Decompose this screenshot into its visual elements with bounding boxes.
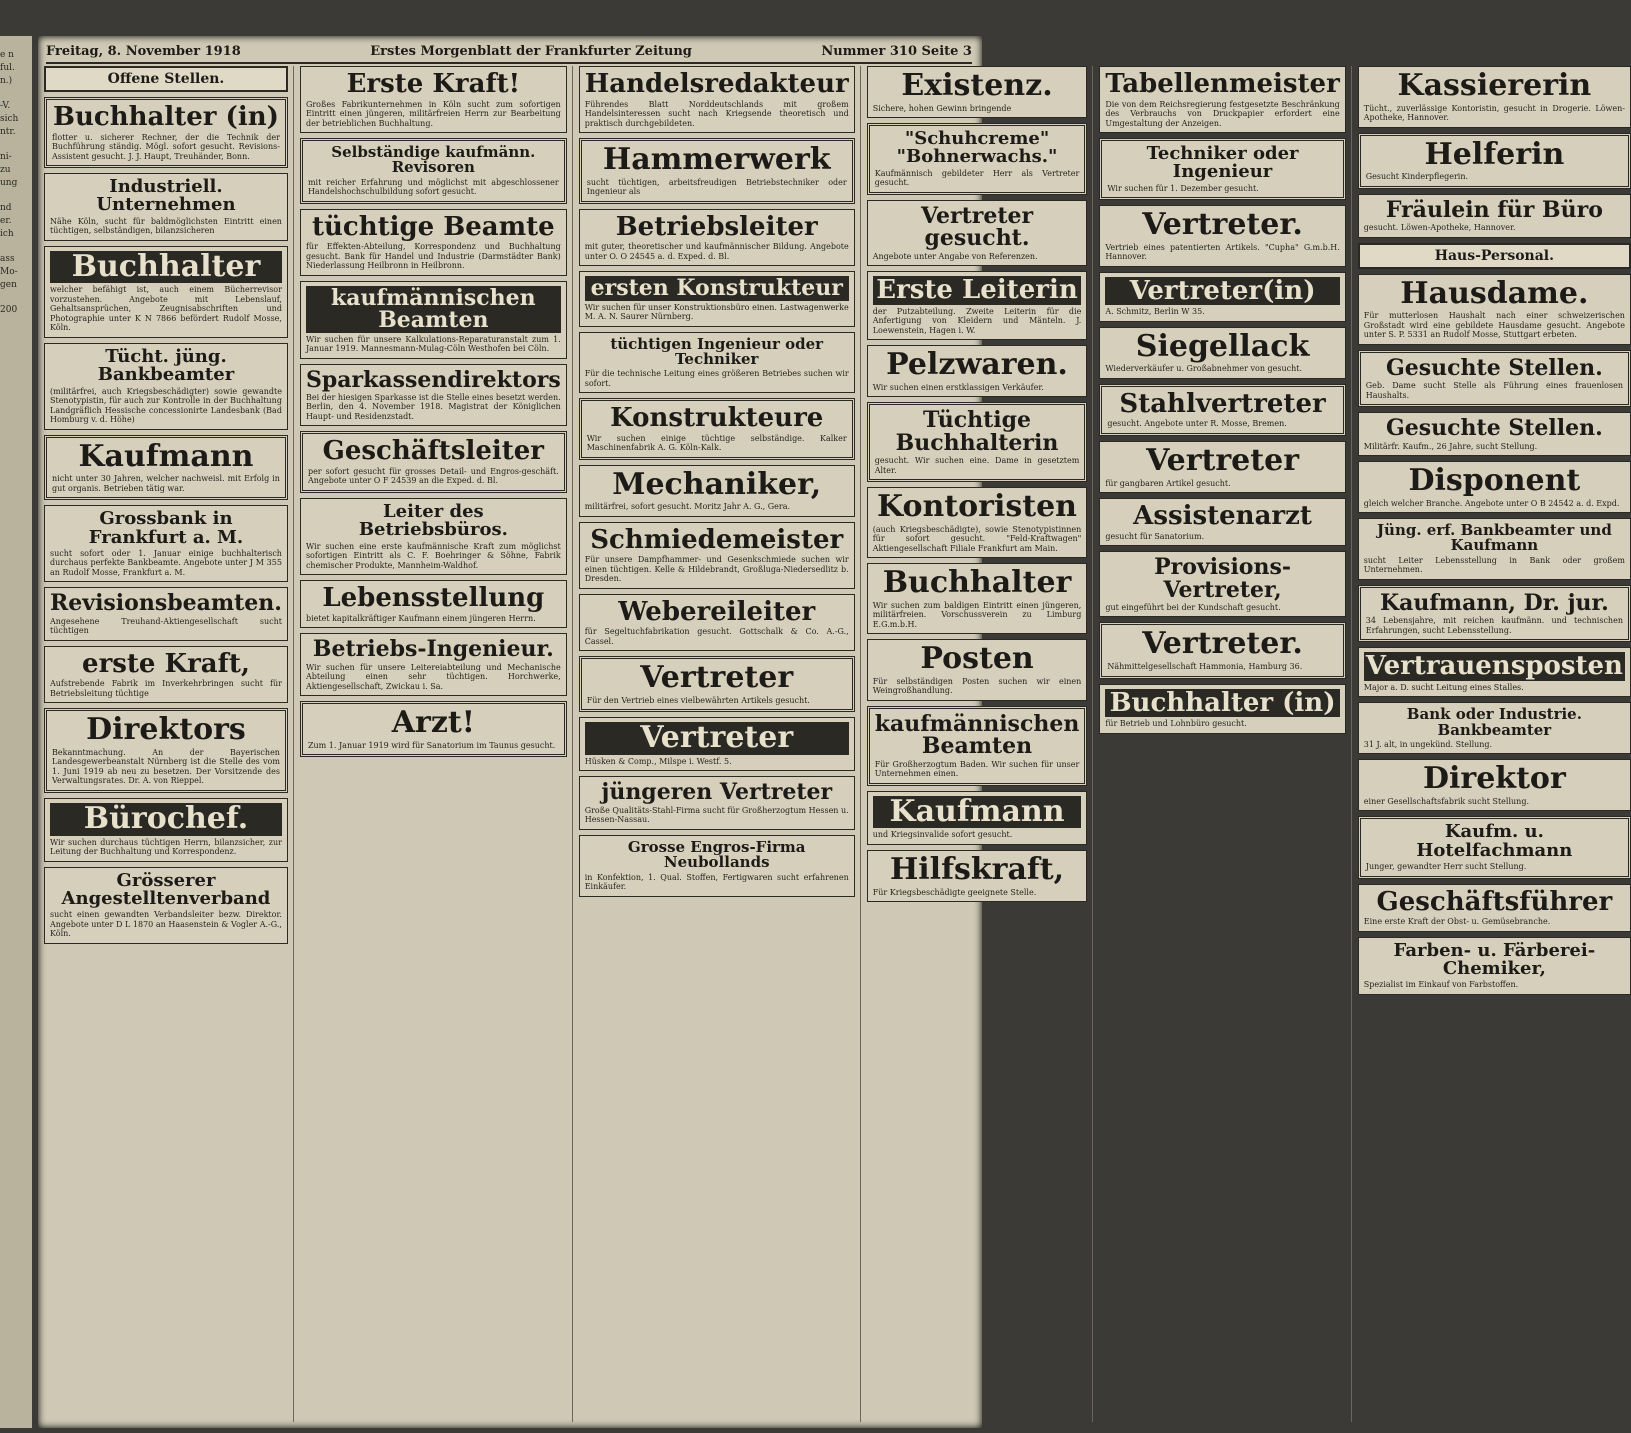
ad-headline: Leiter des Betriebsbüros. — [358, 500, 508, 541]
classified-ad — [44, 246, 288, 338]
ad-headline: tüchtigen Ingenieur oder Techniker — [610, 334, 824, 368]
ad-body: Wir suchen einige tüchtige selbständige. Kalker Maschinenfabrik A. G. Köln-Kalk. — [586, 433, 847, 453]
ad-body: einer Gesellschaftsfabrik sucht Stellung. — [1363, 796, 1529, 806]
ad-body: Für die technische Leitung eines größeren Betriebes suchen wir sofort. — [584, 369, 849, 388]
ad-headline: Direktors — [86, 712, 246, 748]
classified-ad — [1099, 441, 1345, 493]
classified-ad — [1099, 272, 1345, 322]
ad-body: Für unsere Dampfhammer- und Gesenkschmiede suchen wir einen tüchtigen. Kelle & Hildebrandt, Großluga-Niedersedlitz b. Dresden. — [584, 555, 849, 584]
classified-ad — [44, 708, 288, 793]
classified-ad — [44, 435, 288, 501]
classified-ad — [300, 209, 567, 276]
classified-ad — [300, 66, 567, 133]
ad-headline: Vertreter — [640, 660, 794, 696]
ad-headline: Grösserer Angestelltenverband — [61, 869, 271, 909]
page-header — [46, 42, 972, 64]
classified-ad — [1358, 884, 1631, 932]
ad-body: für Effekten-Abteilung, Korrespondenz und Buchhaltung gesucht. Bank für Handel und Industrie (Darmstädter Bank) Niederlassung Heilbronn in Heilbronn. — [305, 242, 561, 271]
ad-headline: Geschäftsführer — [1376, 886, 1613, 917]
ad-body: Wir suchen für unsere Leitereiabteilung und Mechanische Abteilung einen sehr tüchtigen. Horchwerke, Aktiengesellschaft, Zwickau i. Sa. — [305, 662, 561, 691]
classified-ad — [867, 345, 1088, 397]
strip-fragment: ung — [0, 178, 18, 188]
column-4 — [867, 66, 1094, 1422]
ad-headline: Vertrauensposten — [1365, 651, 1623, 682]
ad-body: der Putzabteilung. Zweite Leiterin für die Anfertigung von Kleidern und Mänteln. J. Loewenstein, Hagen i. W. — [872, 306, 1082, 335]
ad-body: gesucht. Löwen-Apotheke, Hannover. — [1363, 223, 1516, 233]
column-5 — [1099, 66, 1351, 1422]
classified-ad — [1358, 816, 1631, 878]
ad-headline: Bürochef. — [50, 803, 282, 836]
classified-ad — [1358, 133, 1631, 189]
columns — [44, 66, 1625, 1422]
ad-headline: Lebensstellung — [322, 583, 545, 614]
classified-ad — [1099, 66, 1345, 133]
header-number: Nummer 310 Seite 3 — [821, 43, 972, 59]
classified-ad — [867, 850, 1088, 902]
ad-headline: Bank oder Industrie. Bankbeamter — [1406, 705, 1582, 739]
classified-ad — [1099, 205, 1345, 267]
classified-ad — [1099, 551, 1345, 617]
ad-body: Spezialist im Einkauf von Farbstoffen. — [1363, 980, 1519, 990]
classified-ad — [579, 465, 855, 517]
ad-headline: Industriell. Unternehmen — [96, 176, 236, 216]
classified-ad — [867, 123, 1088, 195]
ad-headline: Techniker oder Ingenieur — [1146, 143, 1299, 183]
classified-ad — [300, 281, 567, 359]
classified-ad — [44, 343, 288, 430]
ad-body: Wir suchen einen erstklassigen Verkäufer. — [872, 382, 1044, 392]
ad-body: mit guter, theoretischer und kaufmännischer Bildung. Angebote unter O. O 24545 a. d. Exped. d. Bl. — [584, 242, 849, 261]
ad-body: Für Großherzogtum Baden. Wir suchen für unser Unternehmen einen. — [874, 759, 1080, 779]
ad-headline: Provisions-Vertreter, — [1154, 554, 1291, 603]
ad-body: Gesucht Kinderpflegerin. — [1365, 172, 1469, 182]
ad-headline: Gesuchte Stellen. — [1385, 415, 1603, 442]
classified-ad — [1358, 937, 1631, 995]
ad-headline: Grosse Engros-Firma Neubollands — [627, 837, 806, 872]
ad-headline: Tabellenmeister — [1105, 69, 1340, 99]
ad-headline: Vertreter. — [1142, 207, 1303, 243]
ad-body: (auch Kriegsbeschädigte), sowie Stenotypistinnen für sofort gesucht. "Feld-Kraftwagen" Aktiengesellschaft Filiale Frankfurt am Main. — [872, 524, 1082, 553]
ad-body: Wir suchen für unsere Kalkulations-Reparaturanstalt zum 1. Januar 1919. Mannesmann-Mulag-Cöln Westhofen bei Cöln. — [305, 334, 561, 353]
classified-ad — [300, 580, 567, 628]
ad-body: für Betrieb und Lohnbüro gesucht. — [1105, 719, 1247, 729]
ad-headline: Erste Kraft! — [346, 69, 521, 99]
ad-body: gleich welcher Branche. Angebote unter O B 24542 a. d. Expd. — [1363, 498, 1620, 508]
classified-ad — [579, 776, 855, 829]
classified-ad — [1358, 274, 1631, 345]
strip-fragment: nd — [0, 203, 12, 213]
ad-headline: Handelsredakteur — [584, 69, 849, 99]
ad-body: Für Kriegsbeschädigte geeignete Stelle. — [872, 887, 1037, 897]
strip-fragment: sich — [0, 114, 19, 124]
classified-ad — [579, 66, 855, 133]
ad-headline: Siegellack — [1135, 328, 1310, 364]
classified-ad — [44, 97, 288, 168]
ad-headline: Vertreter — [585, 722, 849, 755]
ad-headline: Vertreter. — [1142, 626, 1303, 662]
ad-body: Wiederverkäufer u. Großabnehmer von gesucht. — [1105, 364, 1303, 374]
ad-headline: Vertreter gesucht. — [920, 202, 1034, 252]
ad-headline: Konstrukteure — [610, 403, 824, 434]
ad-headline: Direktor — [1422, 761, 1566, 797]
ad-body: A. Schmitz, Berlin W 35. — [1105, 307, 1205, 317]
ad-body: Wir suchen durchaus tüchtigen Herrn, bilanzsicher, zur Leitung der Buchhaltung und Korrespondenz. — [50, 837, 282, 856]
ad-headline: Kassiererin — [1397, 68, 1592, 103]
column-2 — [300, 66, 573, 1422]
strip-fragment: ni- — [0, 152, 12, 162]
ad-headline: Disponent — [1408, 463, 1581, 499]
ad-headline: kaufmännischen Beamten — [874, 710, 1080, 760]
classified-ad — [1099, 622, 1345, 678]
ad-body: und Kriegsinvalide sofort gesucht. — [872, 830, 1013, 840]
ad-body: sucht tüchtigen, arbeitsfreudigen Betriebstechniker oder Ingenieur als — [586, 177, 847, 197]
column-1 — [44, 66, 294, 1422]
strip-fragment: ntr. — [0, 127, 16, 137]
ad-body: für gangbaren Artikel gesucht. — [1105, 478, 1231, 488]
ad-body: sucht einen gewandten Verbandsleiter bezw. Direktor. Angebote unter D L 1870 an Haasenstein & Vogler A.-G., Köln. — [50, 910, 282, 939]
ad-headline: Farben- u. Färberei-Chemiker, — [1393, 939, 1596, 980]
ad-headline: Buchhalter (in) — [1105, 689, 1339, 718]
ad-body: Militärfr. Kaufm., 26 Jahre, sucht Stellung. — [1363, 441, 1538, 451]
section-banner: Haus-Personal. — [1358, 243, 1631, 269]
strip-fragment: ass — [0, 254, 15, 264]
ad-headline: Webereileiter — [618, 596, 816, 627]
classified-ad — [579, 209, 855, 267]
ad-body: 34 Lebensjahre, mit reichen kaufmänn. und technischen Erfahrungen, sucht Lebensstellung. — [1365, 616, 1623, 635]
strip-fragment: Mo- — [0, 267, 18, 277]
classified-ad — [579, 332, 855, 394]
ad-body: (militärfrei, auch Kriegsbeschädigter) sowie gewandte Stenotypistin, für auch zur Kontrolle in der Buchhaltung Landgräflich Hessische concessionirte Landesbank (Bad Homburg v. d. Höhe) — [50, 386, 282, 425]
classified-ad — [44, 646, 288, 704]
ad-body: gesucht. Wir suchen eine. Dame in gesetztem Alter. — [874, 456, 1080, 475]
classified-ad — [1358, 518, 1631, 580]
section-banner: Offene Stellen. — [44, 66, 288, 92]
classified-ad — [867, 639, 1088, 701]
ad-body: sucht sofort oder 1. Januar einige buchhalterisch durchaus perfekte Bankbeamte. Angebote unter J M 355 an Rudolf Mosse, Frankfurt a. M. — [50, 548, 282, 577]
ad-headline: tüchtige Beamte — [311, 211, 555, 242]
classified-ad — [1358, 350, 1631, 407]
ad-headline: Schmiedemeister — [590, 524, 844, 555]
ad-body: Große Qualitäts-Stahl-Firma sucht für Großherzogtum Hessen u. Hessen-Nassau. — [584, 805, 849, 825]
ad-body: welcher befähigt ist, auch einem Bücherrevisor vorzustehen. Angebote mit Lebenslauf, Gehaltsansprüchen, Zeugnisabschriften und Photographie unter K N 7866 befördert Rudolf Mosse, Köln. — [50, 285, 282, 333]
ad-body: Angebote unter Angabe von Referenzen. — [872, 251, 1038, 261]
ad-headline: Tüchtige Buchhalterin — [895, 407, 1059, 456]
ad-headline: Kaufmann — [78, 438, 254, 474]
ad-body: Für mutterlosen Haushalt nach einer schweizerischen Großstadt wird eine gebildete Hausdame gesucht. Angebote unter S. P. 5331 an Rudolf Mosse, Stuttgart erbeten. — [1363, 311, 1625, 340]
classified-ad — [1099, 384, 1345, 436]
classified-ad — [867, 402, 1088, 482]
classified-ad — [867, 706, 1088, 786]
header-title: Erstes Morgenblatt der Frankfurter Zeitung — [370, 43, 692, 59]
ad-body: Für selbständigen Posten suchen wir einen Weingroßhandlung. — [872, 676, 1082, 696]
ad-headline: Betriebsleiter — [615, 211, 818, 242]
classified-ad — [300, 138, 567, 204]
strip-fragment: er. — [0, 216, 12, 226]
ad-headline: Vertreter — [1146, 442, 1300, 478]
ad-headline: Kaufm. u. Hotelfachmann — [1416, 821, 1573, 861]
classified-ad — [867, 563, 1088, 634]
classified-ad — [44, 505, 288, 582]
classified-ad — [1358, 647, 1631, 697]
ad-headline: Kaufmann, Dr. jur. — [1379, 589, 1609, 616]
ad-headline: Pelzwaren. — [886, 347, 1068, 383]
ad-body: Für den Vertrieb eines vielbewährten Artikels gesucht. — [586, 695, 810, 705]
ad-body: Geb. Dame sucht Stelle als Führung eines frauenlosen Haushalts. — [1365, 381, 1623, 400]
ad-headline: Grossbank in Frankfurt a. M. — [88, 508, 244, 548]
classified-ad — [867, 791, 1088, 845]
ad-headline: Stahlvertreter — [1119, 388, 1326, 419]
ad-body: flotter u. sicherer Rechner, der die Technik der Buchführung ständig. Mögl. sofort gesucht. Revisions-Assistent gesucht. J. J. Haupt, Treuhänder, Bonn. — [52, 132, 280, 161]
ad-body: gesucht. Angebote unter R. Mosse, Bremen. — [1107, 419, 1287, 429]
ad-headline: kaufmännischen Beamten — [306, 286, 561, 333]
column-6 — [1358, 66, 1631, 1422]
ad-headline: Sparkassendirektors — [305, 366, 561, 393]
adjacent-page-strip — [0, 36, 32, 1428]
column-3 — [579, 66, 861, 1422]
ad-body: 31 J. alt, in ungekünd. Stellung. — [1363, 739, 1493, 749]
classified-ad — [44, 798, 288, 862]
ad-headline: Helferin — [1424, 136, 1565, 172]
ad-headline: Arzt! — [391, 705, 475, 741]
ad-body: Bei der hiesigen Sparkasse ist die Stelle eines besetzt werden. Berlin, den 4. November 1918. Magistrat der Königlichen Haupt- und Residenzstadt. — [305, 392, 561, 421]
ad-body: nicht unter 30 Jahren, welcher nachweisl. mit Erfolg in gut organis. Betrieben tätig war. — [52, 474, 280, 493]
classified-ad — [1358, 585, 1631, 642]
classified-ad — [579, 138, 855, 204]
strip-fragment: 200 — [0, 305, 18, 315]
ad-headline: Geschäftsleiter — [322, 436, 544, 467]
classified-ad — [300, 364, 567, 427]
classified-ad — [579, 594, 855, 652]
header-date: Freitag, 8. November 1918 — [46, 43, 241, 59]
ad-headline: Buchhalter (in) — [53, 102, 279, 132]
ad-body: für Segeltuchfabrikation gesucht. Gottschalk & Co. A.-G., Cassel. — [584, 627, 849, 646]
classified-ad — [1358, 412, 1631, 456]
ad-headline: Assistenarzt — [1133, 501, 1312, 532]
ad-body: Nähmittelgesellschaft Hammonia, Hamburg 36. — [1107, 662, 1303, 672]
strip-fragment: e n — [0, 50, 14, 60]
ad-body: per sofort gesucht für grosses Detail- und Engros-geschäft. Angebote unter O F 24539 an die Exped. d. Bl. — [307, 466, 559, 486]
classified-ad — [44, 173, 288, 241]
classified-ad — [1358, 66, 1631, 128]
ad-body: Wir suchen für unser Konstruktionsbüro einen. Lastwagenwerke M. A. N. Saurer Nürnberg. — [584, 302, 849, 322]
strip-fragment: ful. — [0, 63, 15, 73]
ad-body: Angesehene Treuhand-Aktiengesellschaft sucht tüchtigen — [50, 616, 282, 636]
classified-ad — [867, 200, 1088, 266]
ad-body: bietet kapitalkräftiger Kaufmann einem jüngeren Herrn. — [305, 613, 536, 623]
ad-headline: Mechaniker, — [612, 466, 822, 502]
ad-body: Bekanntmachung. An der Bayerischen Landesgewerbeanstalt Nürnberg ist die Stelle des vom 1. Juni 1919 ab neu zu besetzen. Der Vorsitzende des Verwaltungsrates. Dr. A. von Rieppel. — [52, 747, 280, 786]
strip-fragment: zu — [0, 165, 11, 175]
ad-headline: jüngeren Vertreter — [601, 779, 833, 806]
ad-body: Tücht., zuverlässige Kontoristin, gesucht in Drogerie. Löwen-Apotheke, Hannover. — [1363, 103, 1625, 123]
classified-ad — [867, 66, 1088, 118]
ad-body: Zum 1. Januar 1919 wird für Sanatorium im Taunus gesucht. — [307, 740, 556, 750]
newspaper-page — [38, 36, 1625, 1428]
classified-ad — [867, 271, 1088, 340]
ad-headline: Gesuchte Stellen. — [1385, 354, 1603, 381]
classified-ad — [579, 398, 855, 460]
ad-body: in Konfektion, 1. Qual. Stoffen, Fertigwaren sucht erfahrenen Einkäufer. — [584, 872, 849, 892]
classified-ad — [579, 271, 855, 326]
ad-headline: Buchhalter — [50, 251, 282, 284]
ad-headline: "Schuhcreme" "Bohnerwachs." — [896, 128, 1058, 168]
classified-ad — [1358, 759, 1631, 811]
ad-headline: ersten Konstrukteur — [585, 276, 849, 300]
ad-headline: Kontoristen — [877, 489, 1077, 525]
ad-body: sucht Leiter Lebensstellung in Bank oder großem Unternehmen. — [1363, 555, 1625, 575]
ad-body: militärfrei, sofort gesucht. Moritz Jahr A. G., Gera. — [584, 502, 790, 512]
classified-ad — [300, 701, 567, 757]
classified-ad — [1099, 684, 1345, 734]
classified-ad — [579, 835, 855, 897]
classified-ad — [579, 522, 855, 589]
ad-body: Aufstrebende Fabrik im Inverkehrbringen sucht für Betriebsleitung tüchtige — [50, 679, 282, 698]
ad-body: mit reicher Erfahrung und möglichst mit abgeschlossener Handelshochschulbildung sofort gesucht. — [307, 177, 559, 197]
ad-headline: Hausdame. — [1400, 275, 1589, 311]
ad-body: Eine erste Kraft der Obst- u. Gemüsebranche. — [1363, 917, 1551, 927]
strip-fragment: -V. — [0, 101, 11, 111]
ad-headline: Selbständige kaufmänn. Revisoren — [331, 143, 536, 177]
ad-headline: Existenz. — [901, 68, 1053, 103]
strip-fragment: n.) — [0, 76, 13, 86]
ad-headline: Betriebs-Ingenieur. — [312, 636, 554, 663]
strip-fragment: ich — [0, 229, 14, 239]
ad-body: Wir suchen zum baldigen Eintritt einen jüngeren, militärfreien. Vorschussverein zu Limburg E.G.m.b.H. — [872, 600, 1082, 629]
ad-body: gut eingeführt bei der Kundschaft gesucht. — [1105, 602, 1281, 612]
ad-body: Großes Fabrikunternehmen in Köln sucht zum sofortigen Eintritt einen jüngeren, militärfreien Herrn zur Bearbeitung der betrieblichen Buchhaltung. — [305, 99, 561, 128]
classified-ad — [1099, 498, 1345, 546]
ad-body: Junger, gewandter Herr sucht Stellung. — [1365, 862, 1527, 872]
ad-body: Wir suchen eine erste kaufmännische Kraft zum möglichst sofortigen Eintritt als C. F. Boehringer & Söhne, Fabrik chemischer Produkte, Mannheim-Waldhof. — [305, 541, 561, 570]
classified-ad — [579, 656, 855, 712]
classified-ad — [1358, 461, 1631, 513]
classified-ad — [867, 487, 1088, 558]
ad-body: Führendes Blatt Norddeutschlands mit großem Handelsinteressen sucht nach Kriegsende theoretisch und praktisch durchgebildeten. — [584, 99, 849, 128]
classified-ad — [300, 498, 567, 575]
ad-body: Wir suchen für 1. Dezember gesucht. — [1107, 183, 1259, 193]
ad-body: Nähe Köln, sucht für baldmöglichsten Eintritt einen tüchtigen, selbständigen, bilanzsicheren — [50, 216, 282, 236]
classified-ad — [579, 717, 855, 771]
ad-headline: Buchhalter — [882, 565, 1072, 601]
ad-headline: Tücht. jüng. Bankbeamter — [97, 345, 235, 386]
ad-body: Vertrieb eines patentierten Artikels. "Cupha" G.m.b.H. Hannover. — [1105, 242, 1340, 262]
classified-ad — [44, 867, 288, 944]
ad-headline: Revisionsbeamten. — [50, 590, 282, 617]
ad-body: Kaufmännisch gebildeter Herr als Vertreter gesucht. — [874, 168, 1080, 188]
ad-body: gesucht für Sanatorium. — [1105, 531, 1205, 541]
ad-headline: Kaufmann — [873, 796, 1082, 829]
ad-headline: Vertreter(in) — [1105, 277, 1339, 306]
ad-body: Die von dem Reichsregierung festgesetzte Beschränkung des Verbrauchs von Druckpapier erfordert eine Umgestaltung der Anzeigen. — [1105, 99, 1340, 128]
classified-ad — [300, 431, 567, 493]
ad-headline: Hilfskraft, — [889, 851, 1065, 887]
classified-ad — [1358, 702, 1631, 754]
classified-ad — [1099, 327, 1345, 379]
classified-ad — [1099, 138, 1345, 200]
classified-ad — [1358, 194, 1631, 238]
ad-headline: erste Kraft, — [82, 648, 250, 679]
strip-fragment: gen — [0, 280, 17, 290]
ad-headline: Erste Leiterin — [873, 276, 1082, 305]
ad-body: Hüsken & Comp., Milspe i. Westf. 5. — [584, 756, 732, 766]
ad-body: Major a. D. sucht Leitung eines Stalles. — [1363, 682, 1524, 692]
classified-ad — [44, 587, 288, 640]
ad-headline: Jüng. erf. Bankbeamter und Kaufmann — [1376, 521, 1612, 555]
classified-ad — [300, 633, 567, 696]
ad-body: Sichere, hohen Gewinn bringende — [872, 103, 1012, 113]
ad-headline: Hammerwerk — [602, 142, 831, 178]
ad-headline: Posten — [920, 641, 1034, 677]
ad-headline: Fräulein für Büro — [1385, 196, 1603, 223]
